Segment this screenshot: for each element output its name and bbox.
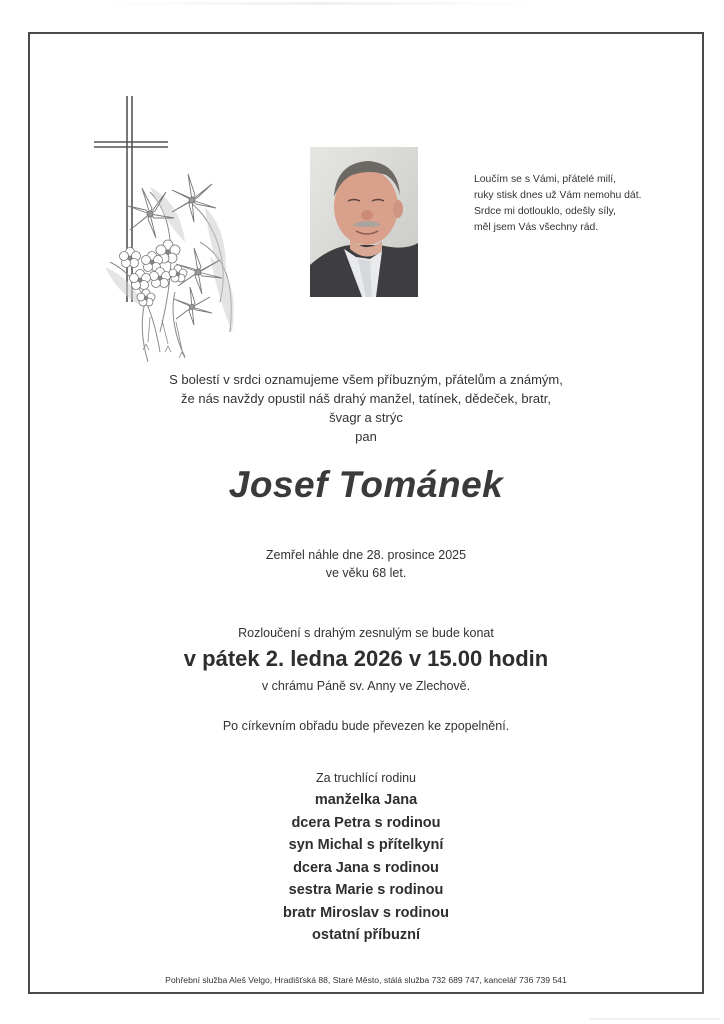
scan-artifact-bottom <box>590 1018 720 1020</box>
deceased-name: Josef Tománek <box>228 464 504 505</box>
poem-line: Loučím se s Vámi, přátelé milí, <box>474 174 617 185</box>
mourner: sestra Marie s rodinou <box>288 882 444 898</box>
announcement <box>28 370 704 446</box>
mourners-list <box>28 789 704 947</box>
scan-artifact-top <box>100 2 540 5</box>
announcement-line: pan <box>355 429 377 444</box>
mourner: dcera Jana s rodinou <box>293 859 439 876</box>
portrait-photo <box>310 147 418 297</box>
announcement-line: S bolestí v srdci oznamujeme všem příbuzným, přátelům a známým, <box>169 372 563 387</box>
announcement-line: že nás navždy opustil náš drahý manžel, tatínek, dědeček, bratr, <box>181 391 551 406</box>
death-date: Zemřel náhle dne 28. prosince 2025 <box>265 548 467 562</box>
mourners-intro: Za truchlící rodinu <box>315 771 417 785</box>
farewell-poem <box>474 172 704 236</box>
mourner: dcera Petra s rodinou <box>291 814 441 831</box>
announcement-line: švagr a strýc <box>329 410 403 425</box>
mourner: bratr Miroslav s rodinou <box>283 904 449 921</box>
mourner: ostatní příbuzní <box>312 927 420 943</box>
funeral-place: v chrámu Páně sv. Anny ve Zlechově. <box>261 679 471 693</box>
ceremony-note: Po církevním obřadu bude převezen ke zpopelnění. <box>222 719 510 733</box>
cross-with-lilies-icon <box>90 92 250 367</box>
poem-line: měl jsem Vás všechny rád. <box>474 222 599 233</box>
poem-line: ruky stisk dnes už Vám nemohu dát. <box>474 190 642 201</box>
death-age: ve věku 68 let. <box>325 566 407 580</box>
poem-line: Srdce mi dotlouklo, odešly síly, <box>474 206 616 217</box>
mourner: syn Michal s přítelkyní <box>288 837 444 853</box>
funeral-intro: Rozloučení s drahým zesnulým se bude konat <box>238 626 494 640</box>
death-info <box>28 546 704 582</box>
funeral-service-footer: Pohřební služba Aleš Velgo, Hradišťská 88, Staré Město, stálá služba 732 689 747, kancelář 736 739 541 <box>165 975 567 985</box>
mourner: manželka Jana <box>314 792 418 808</box>
funeral-datetime: v pátek 2. ledna 2026 v 15.00 hodin <box>183 646 549 671</box>
